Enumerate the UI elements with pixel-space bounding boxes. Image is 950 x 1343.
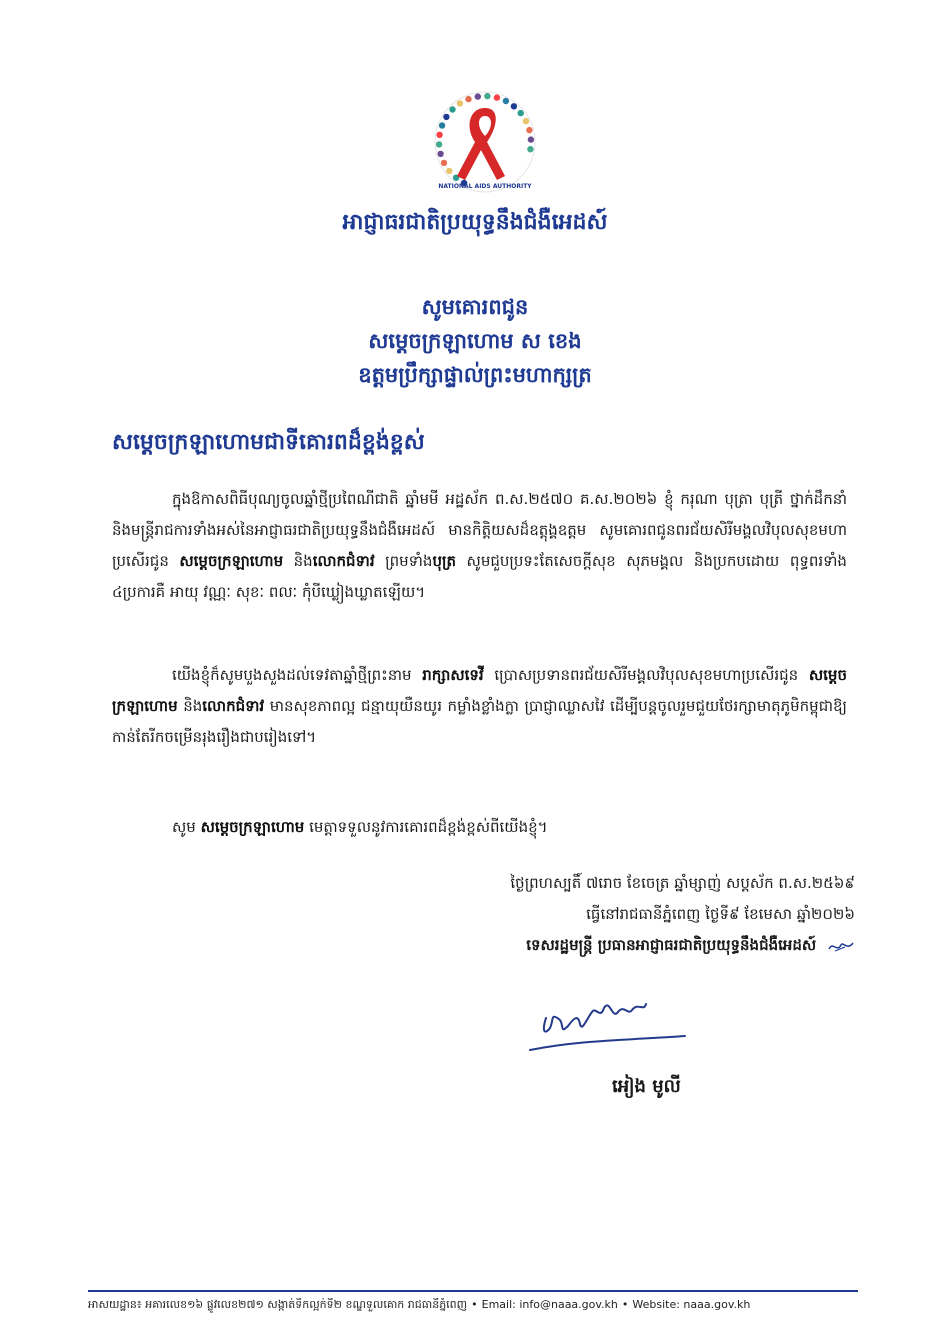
body-paragraph-3: [112, 812, 847, 843]
logo-figure: [523, 118, 529, 124]
logo-figure: [436, 141, 442, 147]
footer: អាសយដ្ឋាន៖ អគារលេខ១៦ ផ្លូវលេខ២៧១ សង្កាត់ទឹកល្អក់ទី២ ខណ្ឌទួលគោក រាជធានីភ្នំពេញ • Email: info@naaa.gov.kh • Website: naaa.gov.kh: [88, 1298, 751, 1311]
logo-figure: [527, 146, 533, 152]
logo-figure: [484, 93, 490, 99]
lunar-date: ថ្ងៃព្រហស្បតិ៍ ៧រោច ខែចេត្រ ឆ្នាំម្សាញ់ សប្តស័ក ព.ស.២៥៦៩: [510, 874, 855, 892]
logo-figure: [437, 151, 443, 157]
footer-email: Email: info@naaa.gov.kh: [481, 1298, 618, 1311]
logo-figure: [457, 100, 463, 106]
p1-text-a: ក្នុងឱកាសពិធីបុណ្យចូលឆ្នាំថ្មីប្រពៃណីជាតិ ឆ្នាំមមី អដ្ឋស័ក ព.ស.២៥៧០ គ.ស.២០២៦ ខ្ញុំ ករុណា បុត្រា បុត្រី ថ្នាក់ដឹកនាំ និងមន្ត្រីរាជការទាំងអស់នៃអាជ្ញាធរជាតិប្រយុទ្ធនឹងជំងឺអេដស៍ មានកិត្តិយសដ៏ឧត្តុង្គឧត្តម សូមគោរពជូនពរជ័យសិរីមង្គលវិបុលសុខមហាប្រសើរជូន: [112, 490, 847, 570]
p1-text-e: សូមជួបប្រទះតែសេចក្តីសុខ សុភមង្គល និងប្រកបដោយ ពុទ្ធពរទាំង ៤ប្រការគឺ អាយុ វណ្ណៈ សុខៈ ពលៈ កុំបីឃ្លៀងឃ្លាតឡើយ។: [112, 552, 847, 601]
national-aids-authority-logo: [405, 80, 565, 200]
red-ribbon-logo-icon: [405, 80, 565, 200]
p2-text-c: ប្រោសប្រទានពរជ័យសិរីមង្គលវិបុលសុខមហាប្រសើរជូន: [494, 666, 799, 684]
p2-bold-3: លោកជំទាវ: [202, 697, 265, 715]
signer-title-row: [510, 930, 855, 961]
p2-bold-2: សម្តេចក្រឡាហោម: [112, 666, 847, 715]
p1-bold-1: សម្តេចក្រឡាហោម: [179, 552, 284, 570]
organization-title: អាជ្ញាធរជាតិប្រយុទ្ធនឹងជំងឺអេដស៍: [342, 209, 608, 235]
logo-figure: [511, 103, 517, 109]
signer-name: អៀង មូលី: [612, 1076, 681, 1097]
footer-address: អាសយដ្ឋាន៖ អគារលេខ១៦ ផ្លូវលេខ២៧១ សង្កាត់ទឹកល្អក់ទី២ ខណ្ឌទួលគោក រាជធានីភ្នំពេញ: [88, 1298, 468, 1311]
logo-figure: [436, 132, 442, 138]
logo-figure: [465, 96, 471, 102]
p2-text-d: និង: [183, 697, 203, 715]
logo-figure: [528, 136, 534, 142]
logo-figure: [475, 93, 481, 99]
logo-figure: [494, 94, 500, 100]
p1-text-c: និង: [293, 552, 313, 570]
footer-website: Website: naaa.gov.kh: [632, 1298, 751, 1311]
logo-figure: [503, 98, 509, 104]
addressee-line2: សម្តេចក្រឡាហោម ស ខេង: [368, 328, 582, 353]
signer-title: ទេសរដ្ឋមន្ត្រី ប្រធានអាជ្ញាធរជាតិប្រយុទ្ធនឹងជំងឺអេដស៍: [526, 936, 817, 954]
addressee-block: [0, 290, 950, 392]
logo-figure: [518, 110, 524, 116]
body-paragraph-2: [112, 660, 847, 753]
logo-figure: [443, 114, 449, 120]
p2-text-e: មានសុខភាពល្អ ជន្មាយុយឺនយូរ កម្លាំងខ្លាំងក្លា ប្រាជ្ញាឈ្លាសវៃ ដើម្បីបន្តចូលរួមជួយថែរក្សាមាតុភូមិកម្ពុជាឱ្យកាន់តែរីកចម្រើនរុងរឿងជាបរៀងទៅ។: [112, 697, 847, 746]
p3-text-a: សូម: [172, 818, 196, 836]
addressee-line3: ឧត្តមប្រឹក្សាផ្ទាល់ព្រះមហាក្សត្រ: [358, 362, 592, 387]
svg-text:NATIONAL AIDS AUTHORITY: NATIONAL AIDS AUTHORITY: [438, 183, 532, 190]
footer-divider: [88, 1290, 858, 1292]
p1-text-d: ព្រមទាំង: [385, 552, 433, 570]
logo-figure: [526, 127, 532, 133]
addressee-line1: សូមគោរពជូន: [421, 294, 529, 319]
place-date: ធ្វើនៅរាជធានីភ្នំពេញ ថ្ងៃទី៩ ខែមេសា ឆ្នាំ២០២៦: [586, 905, 855, 923]
logo-figure: [446, 168, 452, 174]
logo-figure: [441, 160, 447, 166]
initial-mark-icon: [827, 937, 855, 955]
p2-text-a: យើងខ្ញុំក៏សូមបួងសួងដល់ទេវតាឆ្នាំថ្មីព្រះនាម: [172, 666, 412, 684]
handwritten-signature-icon: [520, 990, 690, 1060]
logo-figure: [449, 106, 455, 112]
logo-figure: [439, 122, 445, 128]
p1-bold-3: បុត្រ: [432, 552, 456, 570]
body-paragraph-1: [112, 484, 847, 608]
p2-bold-1: រាក្សាសទេវី: [422, 666, 484, 684]
closing-block: [510, 868, 855, 961]
salutation: សម្តេចក្រឡាហោមជាទីគោរពដ៏ខ្ពង់ខ្ពស់: [112, 429, 425, 455]
p1-bold-2: លោកជំទាវ: [312, 552, 375, 570]
p3-text-c: មេត្តាទទួលនូវការគោរពដ៏ខ្ពង់ខ្ពស់ពីយើងខ្ញុំ។: [309, 818, 548, 836]
p3-bold-1: សម្តេចក្រឡាហោម: [200, 818, 305, 836]
